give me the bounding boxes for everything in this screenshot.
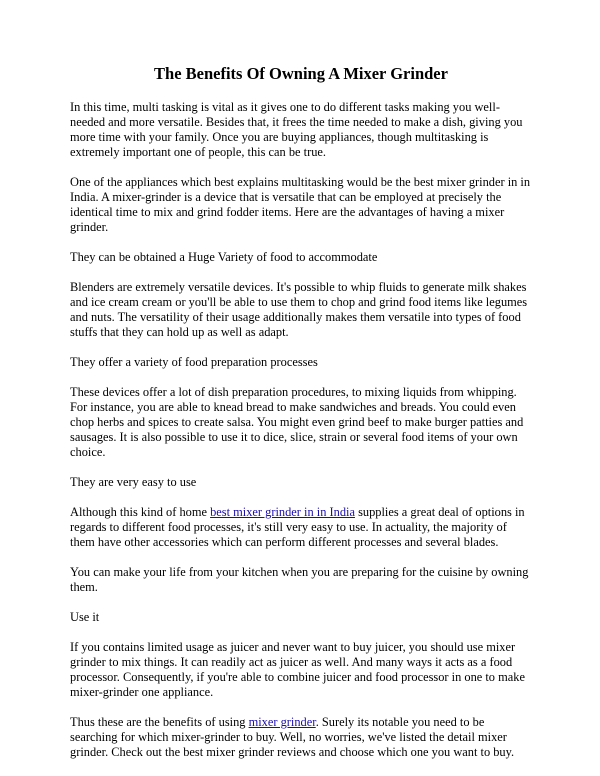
document-title: The Benefits Of Owning A Mixer Grinder [154, 64, 448, 83]
easy-use-text-after: supplies a great deal of options in regards to different food processes, it's still very easy to use. In actuality, the majority of them have other accessories which can perform different processes and several blades. [70, 505, 525, 549]
blenders-paragraph: Blenders are extremely versatile devices. It's possible to whip fluids to generate milk shakes and ice cream cream or you'll be able to use them to chop and grind food items like legumes and nuts. The versatility of their usage additionally makes them versatile into types of food stuffs that they can hold up as well as adapt. [70, 280, 528, 339]
section-heading-use: Use it [70, 610, 100, 624]
section-heading-processes: They offer a variety of food preparation processes [70, 355, 318, 369]
best-mixer-grinder-link[interactable]: best mixer grinder in in India [210, 505, 355, 519]
appliances-paragraph: One of the appliances which best explains multitasking would be the best mixer grinder in in India. A mixer-grinder is a device that is versatile that can be employed at precisely the identical time to mix and grind fodder items. Here are the advantages of having a mixer grinder. [70, 175, 531, 234]
easy-use-text-before: Although this kind of home [70, 505, 211, 519]
document-page [70, 64, 532, 775]
intro-paragraph: In this time, multi tasking is vital as it gives one to do different tasks making you well-needed and more versatile. Besides that, it frees the time needed to make a dish, giving you more time with your family. Once you are buying appliances, though multitasking is extremely important one of people, this can be true. [70, 100, 523, 159]
conclusion-text-after: . Surely its notable you need to be searching for which mixer-grinder to buy. Well, no worries, we've listed the detail mixer grinder. Check out the best mixer grinder reviews and choose which one you want to buy. [70, 715, 515, 759]
mixer-grinder-link[interactable]: mixer grinder [248, 715, 316, 729]
processes-paragraph: These devices offer a lot of dish preparation procedures, to mixing liquids from whipping. For instance, you are able to knead bread to make sandwiches and breads. You could even chop herbs and spices to create salsa. You might even grind beef to make burger patties and sausages. It is also possible to use it to dice, slice, strain or several food items of your own choice. [70, 385, 524, 459]
conclusion-text-before: Thus these are the benefits of using [70, 715, 249, 729]
section-heading-variety: They can be obtained a Huge Variety of food to accommodate [70, 250, 378, 264]
juicer-paragraph: If you contains limited usage as juicer and never want to buy juicer, you should use mixer grinder to mix things. It can readily act as juicer as well. And many ways it acts as a food processor. Consequently, if you're able to combine juicer and food processor in one to make mixer-grinder one appliance. [70, 640, 525, 699]
kitchen-paragraph: You can make your life from your kitchen when you are preparing for the cuisine by owning them. [70, 565, 529, 594]
easy-use-paragraph [70, 505, 532, 550]
conclusion-paragraph [70, 715, 532, 760]
section-heading-easy: They are very easy to use [70, 475, 197, 489]
